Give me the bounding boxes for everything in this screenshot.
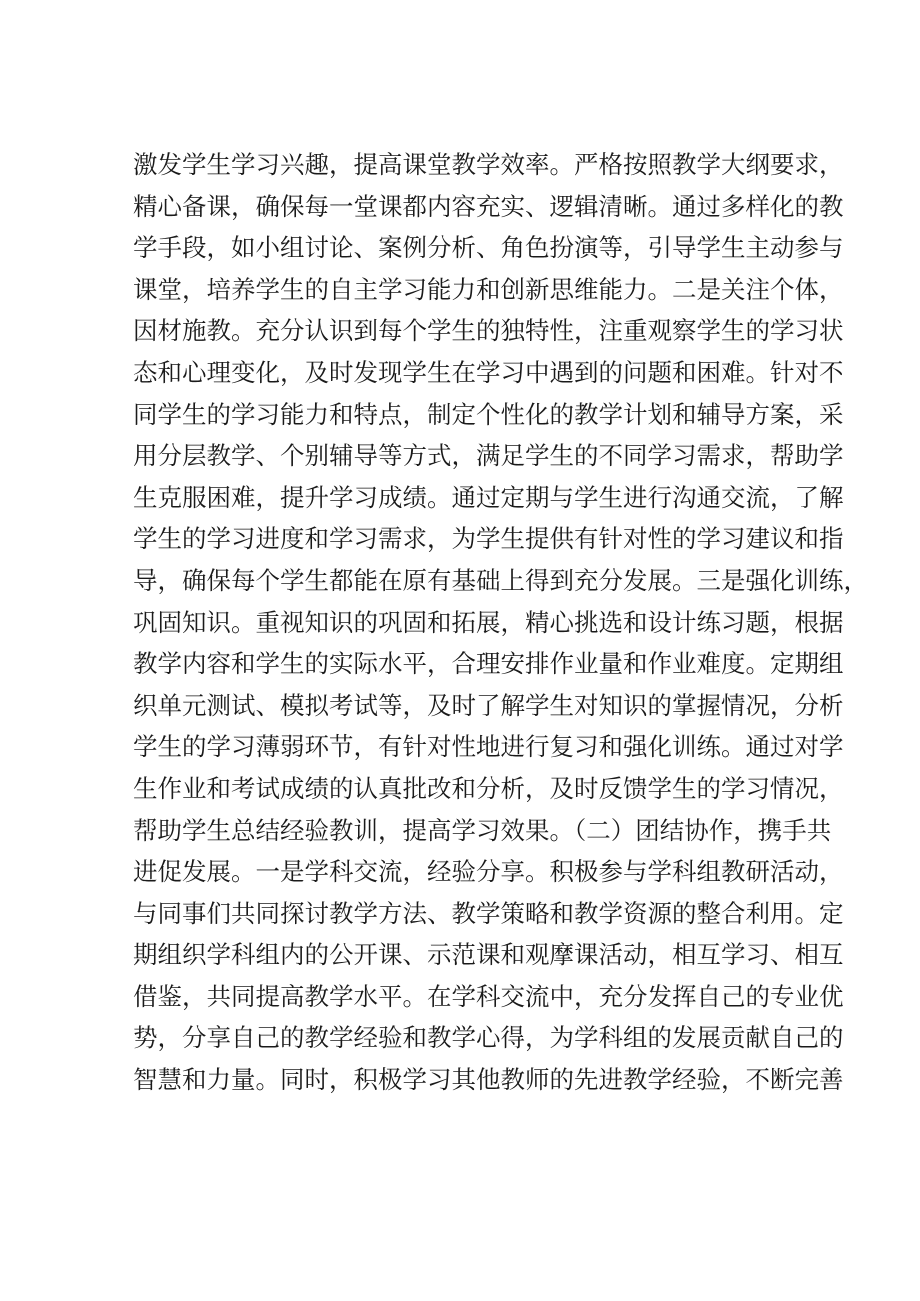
text-line: 学生的学习进度和学习需求，为学生提供有针对性的学习建议和指 xyxy=(133,524,844,554)
text-line: 进促发展。一是学科交流，经验分享。积极参与学科组教研活动， xyxy=(133,857,844,887)
text-line: 精心备课，确保每一堂课都内容充实、逻辑清晰。通过多样化的教 xyxy=(133,191,844,221)
text-line: 势，分享自己的教学经验和教学心得，为学科组的发展贡献自己的 xyxy=(133,1023,844,1053)
body-text xyxy=(133,144,868,1101)
text-line: 用分层教学、个别辅导等方式，满足学生的不同学习需求，帮助学 xyxy=(133,441,844,471)
text-line: 因材施教。充分认识到每个学生的独特性，注重观察学生的学习状 xyxy=(133,316,844,346)
text-line: 智慧和力量。同时，积极学习其他教师的先进教学经验，不断完善 xyxy=(133,1065,844,1095)
text-line: 生克服困难，提升学习成绩。通过定期与学生进行沟通交流，了解 xyxy=(133,482,844,512)
text-line: 期组织学科组内的公开课、示范课和观摩课活动，相互学习、相互 xyxy=(133,940,844,970)
text-line: 同学生的学习能力和特点，制定个性化的教学计划和辅导方案，采 xyxy=(133,399,844,429)
text-line: 织单元测试、模拟考试等，及时了解学生对知识的掌握情况，分析 xyxy=(133,690,844,720)
text-line: 帮助学生总结经验教训，提高学习效果。（二）团结协作，携手共 xyxy=(133,815,832,845)
text-line: 生作业和考试成绩的认真批改和分析，及时反馈学生的学习情况， xyxy=(133,773,844,803)
text-line: 导，确保每个学生都能在原有基础上得到充分发展。三是强化训练， xyxy=(133,565,868,595)
text-line: 态和心理变化，及时发现学生在学习中遇到的问题和困难。针对不 xyxy=(133,357,844,387)
text-line: 课堂，培养学生的自主学习能力和创新思维能力。二是关注个体， xyxy=(133,274,844,304)
text-line: 教学内容和学生的实际水平，合理安排作业量和作业难度。定期组 xyxy=(133,649,844,679)
text-line: 学生的学习薄弱环节，有针对性地进行复习和强化训练。通过对学 xyxy=(133,732,844,762)
text-line: 借鉴，共同提高教学水平。在学科交流中，充分发挥自己的专业优 xyxy=(133,981,844,1011)
text-line: 学手段，如小组讨论、案例分析、角色扮演等，引导学生主动参与 xyxy=(133,233,844,263)
text-line: 激发学生学习兴趣，提高课堂教学效率。严格按照教学大纲要求， xyxy=(133,150,844,179)
text-line: 巩固知识。重视知识的巩固和拓展，精心挑选和设计练习题，根据 xyxy=(133,607,844,637)
text-line: 与同事们共同探讨教学方法、教学策略和教学资源的整合利用。定 xyxy=(133,898,844,928)
